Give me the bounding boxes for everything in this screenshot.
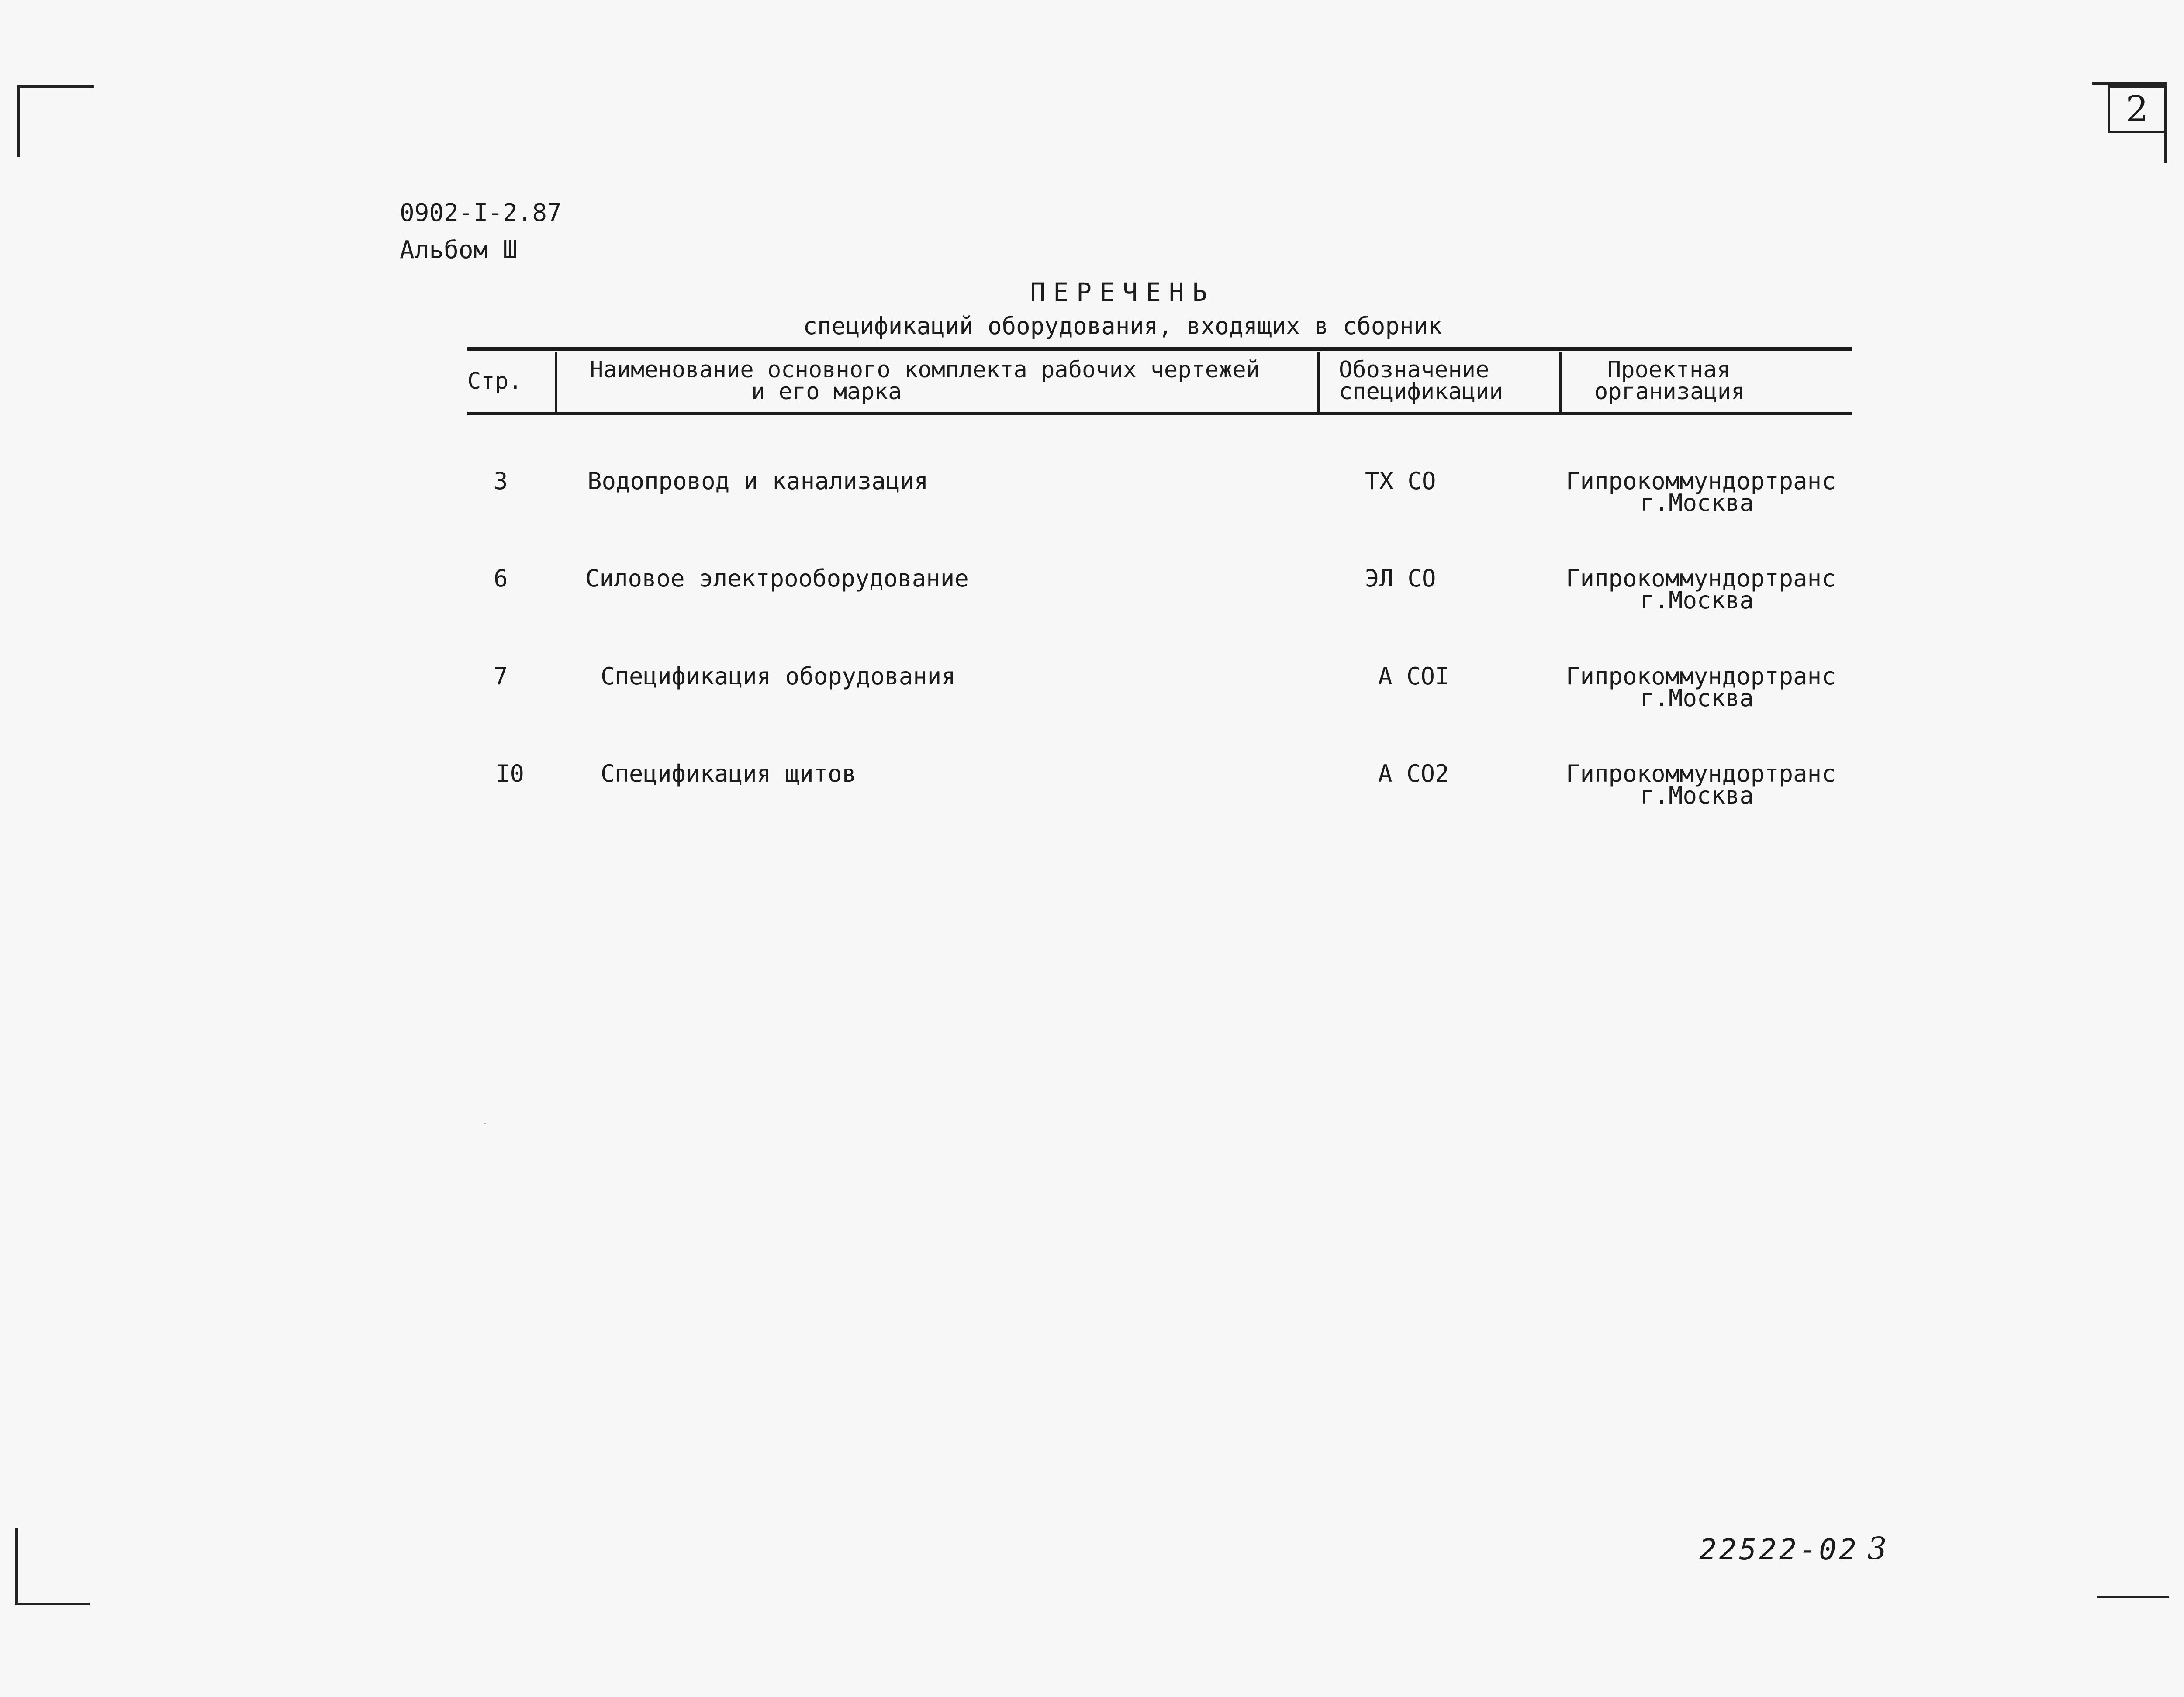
header-name-line2: и его марка [751, 379, 902, 405]
row-org-city: г.Москва [1640, 684, 1754, 712]
row-spec: А СО2 [1378, 760, 1449, 787]
page-title: ПЕРЕЧЕНЬ [1030, 277, 1215, 307]
row-name: Спецификация щитов [601, 760, 857, 787]
header-spec-line2: спецификации [1339, 379, 1503, 405]
row-name: Водопровод и канализация [587, 467, 929, 495]
column-separator [555, 352, 557, 413]
row-org-city: г.Москва [1640, 489, 1754, 517]
row-org [1566, 467, 1836, 517]
frame-corner-top-left-horizontal [17, 85, 94, 88]
footer-page-number: 3 [1867, 1531, 1887, 1566]
footer-document-code: 22522-02 [1699, 1533, 1859, 1566]
frame-corner-top-right-horizontal [2092, 82, 2167, 85]
row-org [1566, 662, 1836, 712]
row-name: Спецификация оборудования [601, 662, 956, 690]
frame-corner-bottom-left-horizontal [15, 1603, 90, 1605]
album-label: Альбом Ш [400, 236, 518, 264]
page-subtitle: спецификаций оборудования, входящих в сборник [803, 312, 1442, 340]
table-header-bottom-rule [467, 412, 1852, 415]
frame-corner-bottom-left-vertical [15, 1528, 18, 1605]
row-org [1566, 565, 1836, 614]
row-spec: А СОI [1378, 662, 1449, 690]
row-name: Силовое электрооборудование [585, 565, 969, 592]
row-spec: ЭЛ СО [1365, 565, 1436, 592]
table-top-rule [467, 347, 1852, 351]
scan-speck [484, 1123, 486, 1124]
header-page: Стр. [467, 368, 522, 394]
frame-corner-top-left-vertical [17, 85, 20, 157]
column-separator [1317, 352, 1320, 413]
row-org-name: Гипрокоммундортранс [1566, 565, 1836, 592]
row-org-city: г.Москва [1640, 586, 1754, 614]
row-page: 7 [494, 662, 508, 690]
row-org-city: г.Москва [1640, 782, 1754, 809]
sheet-number-box [2108, 85, 2167, 133]
header-spec-line1: Обозначение [1339, 357, 1489, 383]
document-code: 0902-I-2.87 [400, 199, 562, 227]
header-org-line1: Проектная [1607, 357, 1731, 383]
frame-corner-bottom-right-horizontal [2097, 1596, 2169, 1598]
column-separator [1559, 352, 1562, 413]
row-page: I0 [496, 760, 525, 787]
header-org [1594, 359, 1745, 403]
row-page: 3 [494, 467, 508, 495]
header-org-line2: организация [1594, 379, 1745, 405]
sheet-number: 2 [2125, 88, 2149, 130]
header-name-line1: Наименование основного комплекта рабочих чертежей [590, 357, 1260, 383]
row-org [1566, 760, 1836, 809]
row-org-name: Гипрокоммундортранс [1566, 760, 1836, 787]
row-org-name: Гипрокоммундортранс [1566, 467, 1836, 495]
header-name [590, 359, 1289, 403]
header-spec [1339, 359, 1503, 403]
row-org-name: Гипрокоммундортранс [1566, 662, 1836, 690]
row-spec: ТХ СО [1365, 467, 1436, 495]
row-page: 6 [494, 565, 508, 592]
